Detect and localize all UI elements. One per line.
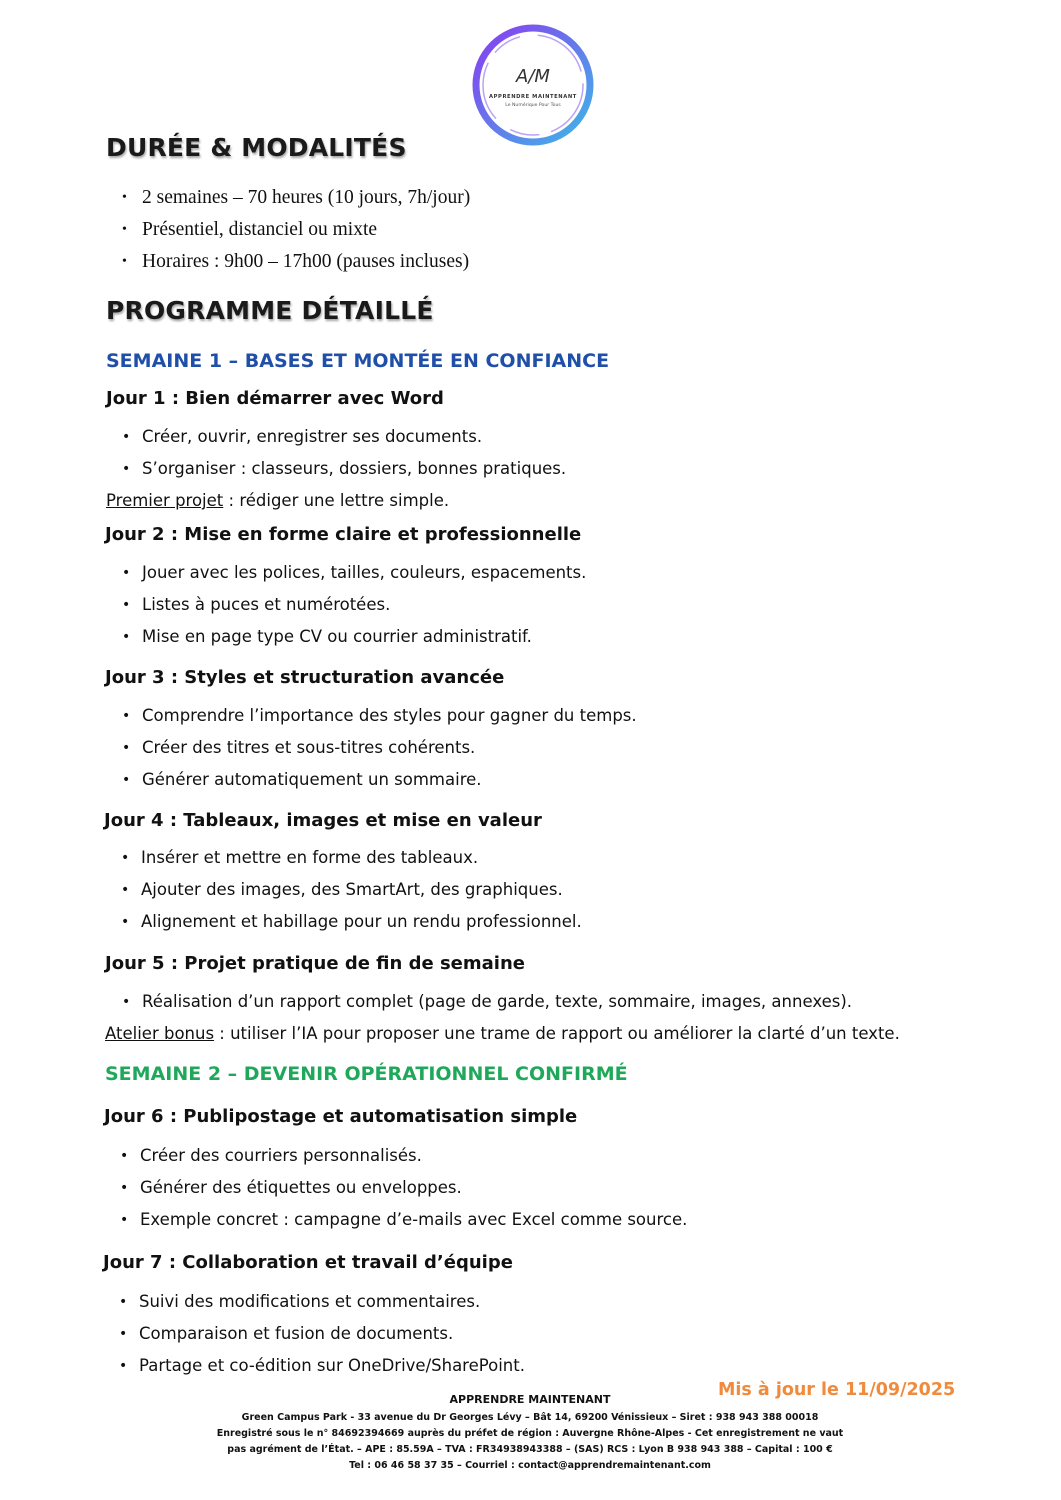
note-text: : rédiger une lettre simple. <box>223 491 450 510</box>
list-item: • Comprendre l’importance des styles pour gagner du temps. <box>120 700 637 732</box>
page-footer <box>180 1392 880 1474</box>
day7-title: Jour 7 : Collaboration et travail d’équipe <box>103 1252 513 1273</box>
list-item: • Créer des courriers personnalisés. <box>118 1140 687 1172</box>
day7-list <box>117 1286 525 1382</box>
day5-list <box>120 986 852 1018</box>
list-item: • Insérer et mettre en forme des tableaux. <box>119 842 582 874</box>
note-label: Premier projet <box>106 491 224 510</box>
note-text: : utiliser l’IA pour proposer une trame de rapport ou améliorer la clarté d’un texte. <box>214 1024 900 1043</box>
list-item: • Alignement et habillage pour un rendu professionnel. <box>119 906 582 938</box>
week2-title: SEMAINE 2 – DEVENIR OPÉRATIONNEL CONFIRMÉ <box>105 1063 628 1085</box>
day6-list <box>118 1140 687 1236</box>
duree-list <box>120 182 470 278</box>
list-item: • Mise en page type CV ou courrier administratif. <box>120 621 586 653</box>
day3-title: Jour 3 : Styles et structuration avancée <box>105 667 505 688</box>
footer-company: APPRENDRE MAINTENANT <box>449 1393 611 1406</box>
logo-brand: APPRENDRE MAINTENANT <box>489 94 577 100</box>
footer-line: Green Campus Park - 33 avenue du Dr Georges Lévy – Bât 14, 69200 Vénissieux – Siret : 938 943 388 00018 <box>241 1412 819 1423</box>
update-date: Mis à jour le 11/09/2025 <box>718 1380 956 1400</box>
day2-title: Jour 2 : Mise en forme claire et professionnelle <box>105 524 582 545</box>
list-item: • Comparaison et fusion de documents. <box>117 1318 525 1350</box>
day1-note <box>106 491 449 510</box>
logo-tagline: Le Numérique Pour Tous <box>505 103 561 108</box>
day1-list <box>120 421 566 485</box>
list-item: • Ajouter des images, des SmartArt, des graphiques. <box>119 874 582 906</box>
day5-note <box>105 1024 900 1043</box>
day2-list <box>120 557 586 653</box>
logo-monogram: A/M <box>516 66 550 87</box>
week1-title: SEMAINE 1 – BASES ET MONTÉE EN CONFIANCE <box>106 350 610 372</box>
day4-list <box>119 842 582 938</box>
list-item: • Créer des titres et sous-titres cohérents. <box>120 732 637 764</box>
logo-ring-icon <box>470 22 596 148</box>
day3-list <box>120 700 637 796</box>
day1-title: Jour 1 : Bien démarrer avec Word <box>106 388 444 409</box>
list-item: • Réalisation d’un rapport complet (page de garde, texte, sommaire, images, annexes). <box>120 986 852 1018</box>
footer-line: Tel : 06 46 58 37 35 – Courriel : contact@apprendremaintenant.com <box>349 1460 711 1471</box>
list-item: • 2 semaines – 70 heures (10 jours, 7h/jour) <box>120 182 470 214</box>
day6-title: Jour 6 : Publipostage et automatisation simple <box>104 1106 578 1127</box>
list-item: • Suivi des modifications et commentaires. <box>117 1286 525 1318</box>
list-item: • Exemple concret : campagne d’e-mails avec Excel comme source. <box>118 1204 687 1236</box>
list-item: • Horaires : 9h00 – 17h00 (pauses incluses) <box>120 246 470 278</box>
list-item: • Jouer avec les polices, tailles, couleurs, espacements. <box>120 557 586 589</box>
list-item: • Créer, ouvrir, enregistrer ses documents. <box>120 421 566 453</box>
day4-title: Jour 4 : Tableaux, images et mise en valeur <box>104 810 542 831</box>
company-logo <box>470 22 596 148</box>
list-item: • Partage et co-édition sur OneDrive/SharePoint. <box>117 1350 525 1382</box>
footer-line: Enregistré sous le n° 84692394669 auprès du préfet de région : Auvergne Rhône-Alpes - Cet enregistrement ne vaut <box>216 1428 844 1439</box>
note-label: Atelier bonus <box>105 1024 215 1043</box>
programme-title: PROGRAMME DÉTAILLÉ <box>106 296 434 325</box>
duree-title: DURÉE & MODALITÉS <box>106 133 407 162</box>
day5-title: Jour 5 : Projet pratique de fin de semaine <box>105 953 525 974</box>
list-item: • Générer des étiquettes ou enveloppes. <box>118 1172 687 1204</box>
list-item: • Présentiel, distanciel ou mixte <box>120 214 470 246</box>
list-item: • S’organiser : classeurs, dossiers, bonnes pratiques. <box>120 453 566 485</box>
list-item: • Listes à puces et numérotées. <box>120 589 586 621</box>
footer-line: pas agrément de l’État. – APE : 85.59A – TVA : FR34938943388 – (SAS) RCS : Lyon B 938 943 388 – Capital : 100 € <box>227 1444 833 1455</box>
list-item: • Générer automatiquement un sommaire. <box>120 764 637 796</box>
